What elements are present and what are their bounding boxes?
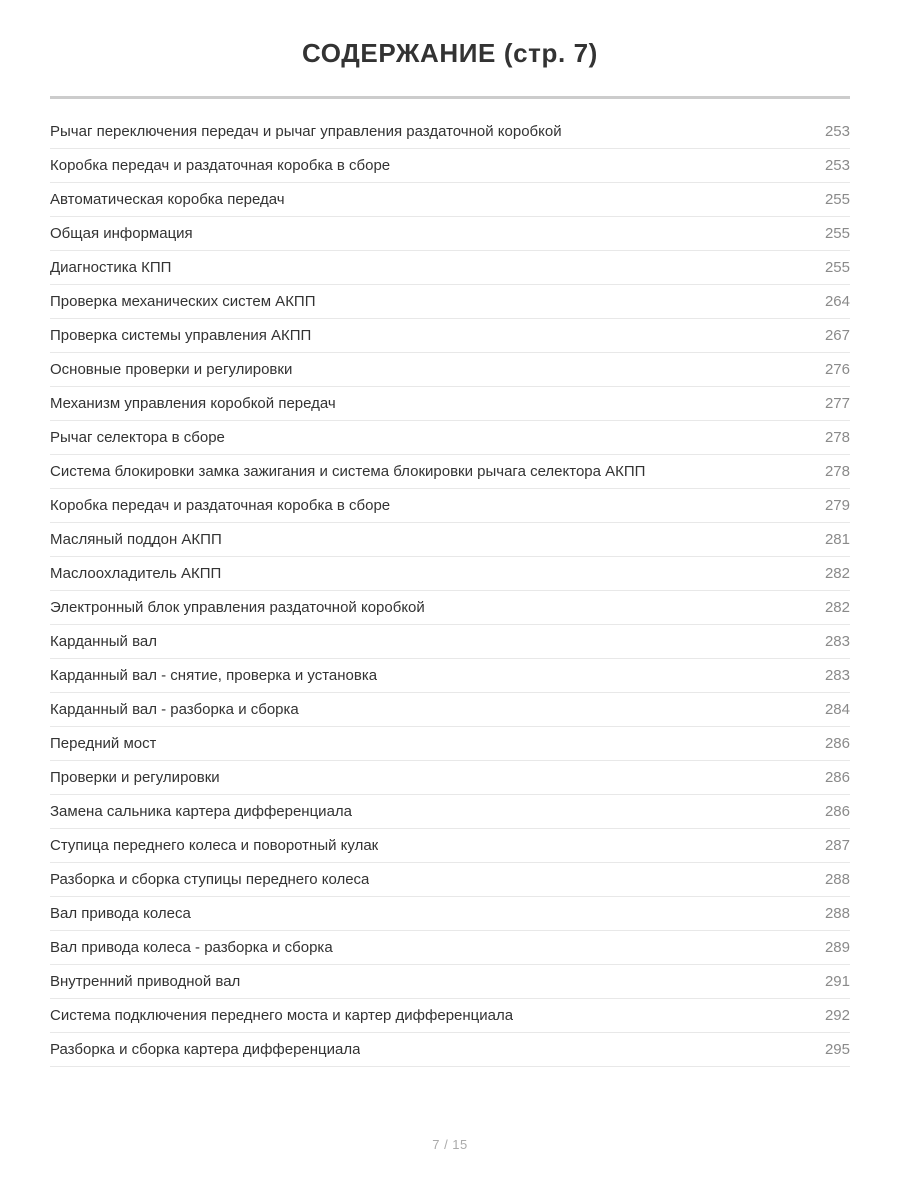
toc-entry[interactable] [50,965,850,999]
toc-entry-title: Проверка системы управления АКПП [50,327,312,344]
toc-entry-page-number: 276 [824,361,850,378]
toc-entry[interactable] [50,115,850,149]
page-title: СОДЕРЖАНИЕ (стр. 7) [302,38,598,68]
toc-entry[interactable] [50,455,850,489]
toc-entry[interactable] [50,999,850,1033]
toc-entry-title: Механизм управления коробкой передач [50,395,336,412]
toc-entry-page-number: 255 [824,225,850,242]
toc-entry-page-number: 282 [824,565,850,582]
toc-entry-title: Проверки и регулировки [50,769,220,786]
toc-entry[interactable] [50,795,850,829]
toc-entry-page-number: 288 [824,871,850,888]
toc-entry[interactable] [50,183,850,217]
toc-entry-page-number: 281 [824,531,850,548]
toc-entry-page-number: 264 [824,293,850,310]
toc-entry-title: Проверка механических систем АКПП [50,293,316,310]
toc-entry-page-number: 289 [824,939,850,956]
toc-body [0,115,900,1067]
toc-entry-title: Общая информация [50,225,193,242]
toc-entry[interactable] [50,251,850,285]
toc-entry-title: Маслоохладитель АКПП [50,565,222,582]
toc-entry[interactable] [50,319,850,353]
toc-entry-page-number: 277 [824,395,850,412]
toc-entry-page-number: 288 [824,905,850,922]
toc-entry-page-number: 283 [824,633,850,650]
toc-entry-title: Система блокировки замка зажигания и система блокировки рычага селектора АКПП [50,463,646,480]
toc-entry-title: Электронный блок управления раздаточной коробкой [50,599,425,616]
toc-entry[interactable] [50,659,850,693]
toc-entry-page-number: 286 [824,735,850,752]
toc-entry[interactable] [50,285,850,319]
toc-entry-title: Ступица переднего колеса и поворотный кулак [50,837,379,854]
toc-entry[interactable] [50,591,850,625]
toc-entry[interactable] [50,217,850,251]
toc-entry-page-number: 286 [824,803,850,820]
toc-entry-page-number: 253 [824,157,850,174]
toc-entry[interactable] [50,897,850,931]
toc-entry-title: Замена сальника картера дифференциала [50,803,352,820]
toc-entry-page-number: 291 [824,973,850,990]
toc-entry-title: Внутренний приводной вал [50,973,241,990]
toc-entry-title: Коробка передач и раздаточная коробка в сборе [50,157,391,174]
title-divider [50,96,850,99]
document-footer [0,1136,900,1200]
toc-header [0,0,900,99]
toc-entry-page-number: 267 [824,327,850,344]
toc-entry-page-number: 292 [824,1007,850,1024]
toc-entry-title: Передний мост [50,735,157,752]
toc-entry[interactable] [50,863,850,897]
page-indicator: 7 / 15 [432,1137,468,1152]
toc-entry-page-number: 255 [824,191,850,208]
toc-entry-title: Рычаг переключения передач и рычаг управления раздаточной коробкой [50,123,562,140]
toc-entry-title: Вал привода колеса - разборка и сборка [50,939,333,956]
toc-entry[interactable] [50,1033,850,1067]
toc-entry-page-number: 284 [824,701,850,718]
toc-entry-title: Карданный вал - снятие, проверка и установка [50,667,378,684]
toc-entry-page-number: 278 [824,463,850,480]
toc-entry-page-number: 278 [824,429,850,446]
toc-entry[interactable] [50,523,850,557]
toc-entry[interactable] [50,557,850,591]
toc-entry-page-number: 255 [824,259,850,276]
toc-entry-title: Диагностика КПП [50,259,172,276]
toc-entry[interactable] [50,931,850,965]
toc-entry-title: Система подключения переднего моста и картер дифференциала [50,1007,514,1024]
toc-entry[interactable] [50,353,850,387]
toc-entry[interactable] [50,149,850,183]
toc-entry-title: Разборка и сборка картера дифференциала [50,1041,361,1058]
toc-entry[interactable] [50,625,850,659]
toc-entry[interactable] [50,387,850,421]
toc-entry[interactable] [50,489,850,523]
toc-entry-page-number: 283 [824,667,850,684]
toc-entry[interactable] [50,829,850,863]
toc-entry-page-number: 286 [824,769,850,786]
toc-entry-page-number: 282 [824,599,850,616]
toc-entry-title: Масляный поддон АКПП [50,531,222,548]
toc-entry-page-number: 253 [824,123,850,140]
toc-entry[interactable] [50,693,850,727]
toc-entry-title: Карданный вал [50,633,157,650]
toc-entry[interactable] [50,421,850,455]
toc-entry-page-number: 279 [824,497,850,514]
table-of-contents-list [50,115,850,1067]
toc-entry-page-number: 287 [824,837,850,854]
toc-entry-title: Рычаг селектора в сборе [50,429,225,446]
toc-entry[interactable] [50,727,850,761]
toc-entry-title: Карданный вал - разборка и сборка [50,701,299,718]
toc-entry-title: Вал привода колеса [50,905,191,922]
toc-entry-title: Разборка и сборка ступицы переднего колеса [50,871,370,888]
toc-entry-title: Коробка передач и раздаточная коробка в сборе [50,497,391,514]
toc-entry[interactable] [50,761,850,795]
toc-entry-title: Основные проверки и регулировки [50,361,293,378]
toc-entry-title: Автоматическая коробка передач [50,191,285,208]
toc-entry-page-number: 295 [824,1041,850,1058]
